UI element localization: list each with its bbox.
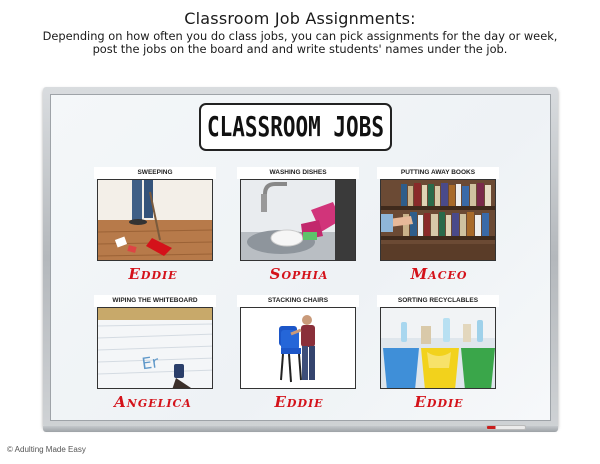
sign-text: CLASSROOM JOBS [206,111,384,143]
job-label: WIPING THE WHITEBOARD [94,295,216,307]
broom-icon [98,180,213,261]
bookshelf-icon [381,180,496,261]
recycle-bins-icon [381,308,496,389]
page-title: Classroom Job Assignments: [184,9,416,28]
marker-icon [486,425,526,430]
job-label: SWEEPING [94,167,216,179]
svg-text:Er: Er [140,352,160,374]
page-header [0,9,600,56]
student-name: Eddie [414,393,464,411]
page-subtitle: Depending on how often you do class jobs, you can pick assignments for the day or week, post the jobs on the board and and write students' names under the job. [42,29,558,56]
student-name: Eddie [128,265,178,283]
job-card-sweeping [94,167,216,261]
job-card-stacking-chairs [237,295,359,389]
copyright-footer: © Adulting Made Easy [7,445,86,454]
sink-icon [241,180,356,261]
stacking-chairs-photo [240,307,356,389]
job-label: STACKING CHAIRS [237,295,359,307]
sweeping-photo [97,179,213,261]
student-name: Angelica [114,393,192,411]
whiteboard-tray [43,426,558,432]
washing-dishes-photo [240,179,356,261]
chair-icon [241,308,356,389]
eraser-icon [98,308,213,389]
job-label: PUTTING AWAY BOOKS [377,167,499,179]
books-photo [380,179,496,261]
job-label: WASHING DISHES [237,167,359,179]
job-label: SORTING RECYCLABLES [377,295,499,307]
student-name: Maceo [410,265,468,283]
classroom-jobs-sign [199,103,392,151]
job-card-washing-dishes [237,167,359,261]
recyclables-photo [380,307,496,389]
wiping-whiteboard-photo [97,307,213,389]
student-name: Sophia [269,265,329,283]
job-card-sorting-recyclables [377,295,499,389]
job-card-putting-away-books [377,167,499,261]
job-card-wiping-whiteboard [94,295,216,389]
student-name: Eddie [274,393,324,411]
